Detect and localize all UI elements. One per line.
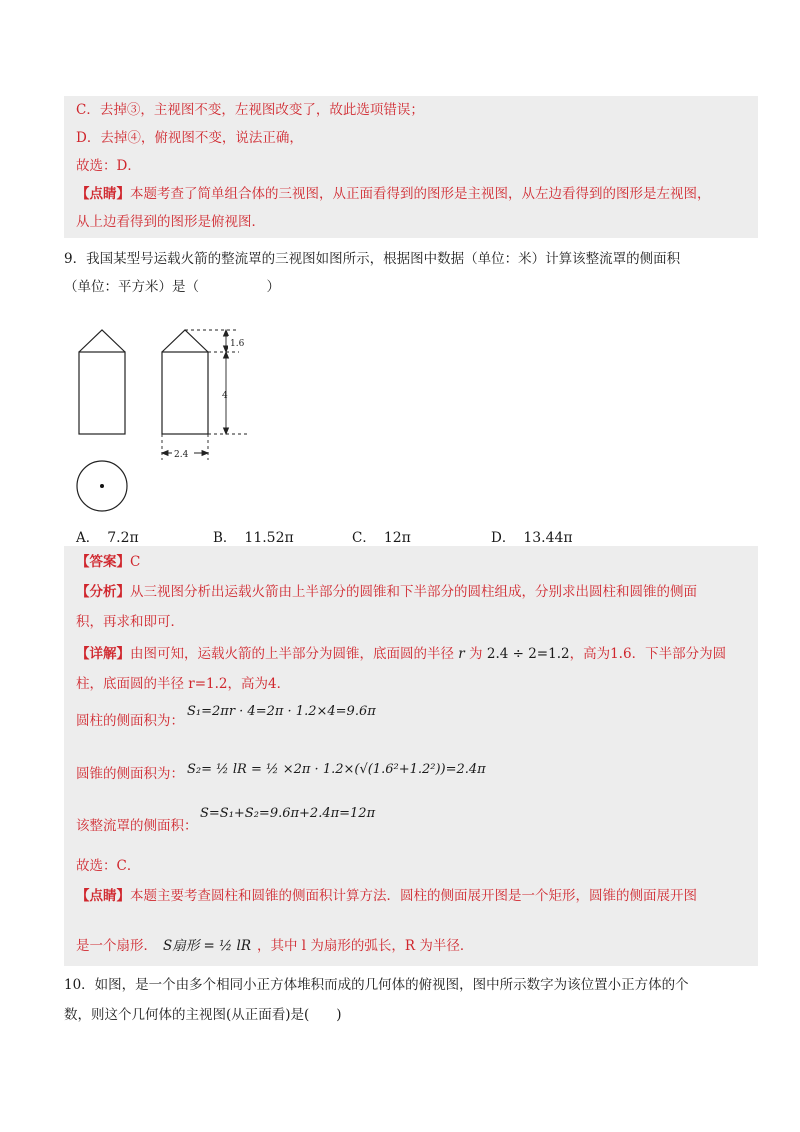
- analysis-text-1: 从三视图分析出运载火箭由上半部分的圆锥和下半部分的圆柱组成，分别求出圆柱和圆锥的侧面: [130, 584, 697, 600]
- detail-radius-math: 2.4 ÷ 2=1.2: [486, 646, 570, 662]
- analysis-line-2: 积，再求和即可．: [76, 614, 184, 630]
- option-a-letter: A．: [76, 530, 100, 546]
- cylinder-label: 圆柱的侧面积为：: [76, 713, 184, 729]
- option-a[interactable]: [76, 526, 139, 546]
- option-d[interactable]: [491, 526, 573, 546]
- detail-tag: 【详解】: [76, 646, 130, 662]
- q9-stem-1: 9．我国某型号运载火箭的整流罩的三视图如图所示，根据图中数据（单位：米）计算该整流罩的侧面积: [64, 251, 681, 267]
- q9-comment-text-2b: ，其中 l 为扇形的弧长，R 为半径．: [257, 938, 474, 954]
- q9-choose: 故选：C．: [76, 858, 141, 874]
- dim-label-body-height: 4: [222, 391, 228, 401]
- comment-text-1: 本题考查了简单组合体的三视图，从正面看得到的图形是主视图，从左边看得到的图形是左视图，: [130, 186, 711, 202]
- detail-text-1a: 由图可知，运载火箭的上半部分为圆锥，底面圆的半径: [130, 646, 459, 662]
- cone-formula: S₂= ½ lR = ½ ×2π · 1.2×(√(1.6²+1.2²))=2.4π: [187, 762, 486, 777]
- detail-line-1: [76, 645, 726, 663]
- detail-r: r: [458, 646, 465, 662]
- side-view: [162, 330, 208, 434]
- q9-comment-tag: 【点睛】: [76, 888, 130, 904]
- option-c[interactable]: [352, 526, 411, 546]
- total-area-line: [76, 817, 198, 835]
- q9-comment-text-2a: 是一个扇形．: [76, 938, 157, 954]
- answer-line: [76, 553, 140, 571]
- option-b-letter: B．: [213, 530, 237, 546]
- prev-solution-option-c: C．去掉③，主视图不变，左视图改变了，故此选项错误；: [76, 102, 424, 118]
- cylinder-formula: S₁=2πr · 4=2π · 1.2×4=9.6π: [187, 704, 376, 719]
- top-view: [77, 461, 127, 511]
- answer-value: C: [130, 554, 141, 570]
- detail-text-1b: 为: [464, 646, 487, 662]
- q9-three-view-figure: [64, 320, 264, 520]
- q9-stem-2: （单位：平方米）是（ ）: [64, 279, 280, 295]
- total-label: 该整流罩的侧面积：: [76, 818, 198, 834]
- analysis-line-1: [76, 583, 697, 601]
- comment-tag: 【点睛】: [76, 186, 130, 202]
- option-d-letter: D．: [491, 530, 516, 546]
- option-a-value: 7.2π: [107, 530, 139, 546]
- option-d-value: 13.44π: [523, 530, 573, 546]
- prev-solution-comment-2: 从上边看得到的图形是俯视图．: [76, 214, 265, 230]
- front-view: [79, 330, 125, 434]
- detail-line-2: 柱，底面圆的半径 r=1.2，高为4．: [76, 676, 291, 692]
- cylinder-area-line: [76, 712, 184, 730]
- dimension-arrows: [162, 330, 229, 456]
- q9-comment-sector-formula: S扇形 = ½ lR: [163, 938, 252, 954]
- answer-tag: 【答案】: [76, 554, 130, 570]
- prev-solution-choose: 故选：D．: [76, 158, 141, 174]
- option-b-value: 11.52π: [244, 530, 294, 546]
- q10-stem-2: 数，则这个几何体的主视图(从正面看)是( ): [64, 1007, 342, 1023]
- q10-stem-1: 10．如图，是一个由多个相同小正方体堆积而成的几何体的俯视图，图中所示数字为该位置小正方体的个: [64, 977, 689, 993]
- prev-solution-option-d: D．去掉④，俯视图不变，说法正确，: [76, 130, 303, 146]
- prev-solution-comment: [76, 185, 711, 203]
- cone-label: 圆锥的侧面积为：: [76, 766, 184, 782]
- total-formula: S=S₁+S₂=9.6π+2.4π=12π: [200, 806, 376, 821]
- q9-comment-2: [76, 937, 473, 955]
- option-c-letter: C．: [352, 530, 376, 546]
- analysis-tag: 【分析】: [76, 584, 130, 600]
- dim-label-width: 2.4: [174, 450, 189, 460]
- option-c-value: 12π: [383, 530, 411, 546]
- dim-label-top-height: 1.6: [230, 339, 245, 349]
- option-b[interactable]: [213, 526, 294, 546]
- q9-comment-text-1: 本题主要考查圆柱和圆锥的侧面积计算方法．圆柱的侧面展开图是一个矩形，圆锥的侧面展开图: [130, 888, 697, 904]
- cone-area-line: [76, 765, 184, 783]
- q9-comment-1: [76, 887, 697, 905]
- detail-text-1c: ，高为1.6．下半部分为圆: [569, 646, 727, 662]
